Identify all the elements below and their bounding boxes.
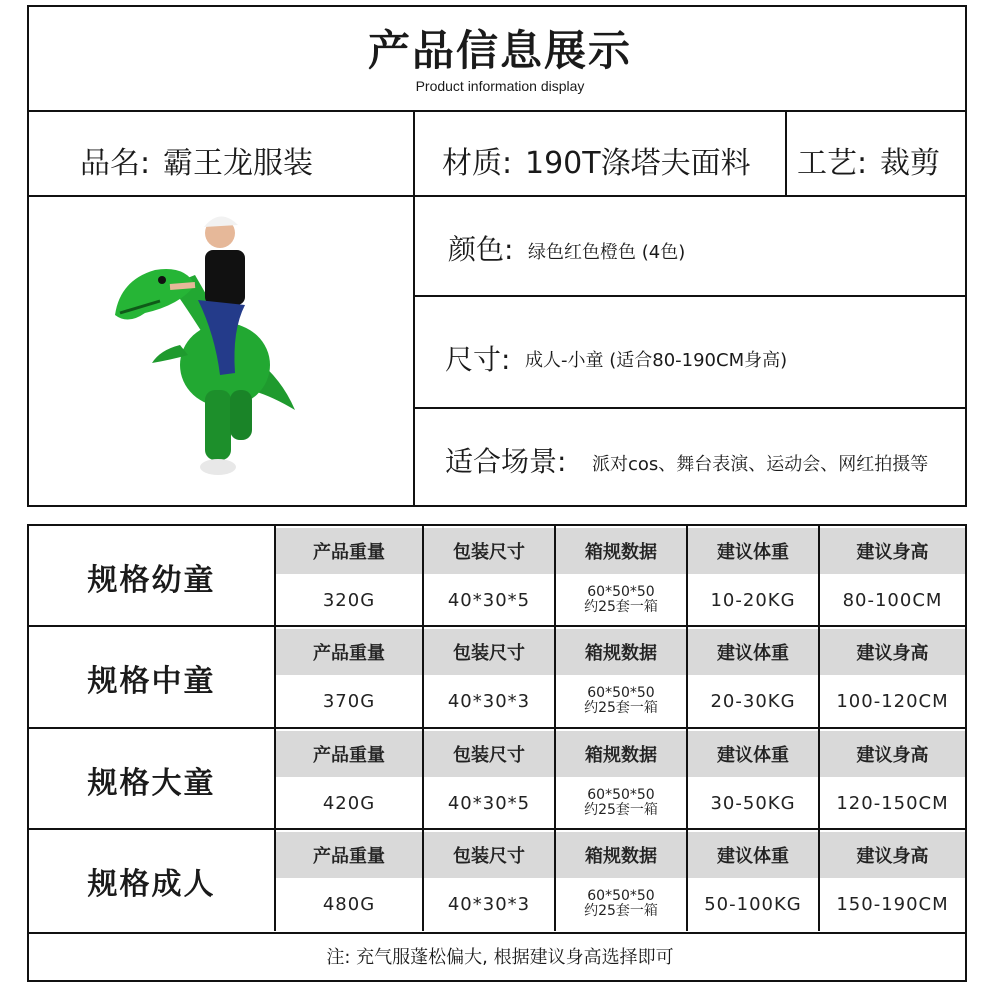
divider [413, 407, 967, 409]
spec-header-box-spec: 箱规数据 [556, 731, 686, 777]
color-value: 绿色红色橙色 (4色) [528, 242, 686, 263]
craft-label: 工艺: [797, 146, 868, 181]
spec-header-weight: 产品重量 [276, 731, 422, 777]
spec-header-package-size: 包装尺寸 [424, 832, 554, 878]
spec-value-suggested-weight: 20-30KG [688, 677, 818, 725]
spec-header-suggested-weight: 建议体重 [688, 731, 818, 777]
spec-value-suggested-weight: 10-20KG [688, 576, 818, 624]
size-value: 成人-小童 (适合80-190CM身高) [525, 350, 788, 371]
dino-leg [205, 390, 231, 460]
shoe [200, 459, 236, 475]
note-text: 注: 充气服蓬松偏大, 根据建议身高选择即可 [326, 947, 674, 968]
spec-header-weight: 产品重量 [276, 528, 422, 574]
dino-eye [158, 276, 166, 284]
spec-value-box-spec [556, 779, 686, 827]
divider [413, 295, 967, 297]
rider-arm [170, 285, 195, 287]
spec-value-weight: 370G [276, 677, 422, 725]
spec-header-box-spec: 箱规数据 [556, 629, 686, 675]
craft-value: 裁剪 [880, 146, 940, 181]
scene-value: 派对cos、舞台表演、运动会、网红拍摄等 [592, 454, 929, 475]
spec-row-title: 规格成人 [87, 866, 216, 902]
page-title: 产品信息展示 [367, 26, 632, 75]
spec-header-suggested-height: 建议身高 [820, 731, 965, 777]
scene-label: 适合场景: [445, 445, 567, 478]
box-spec-line: 约25套一箱 [584, 599, 658, 615]
color-label: 颜色: [448, 233, 514, 266]
spec-header-suggested-weight: 建议体重 [688, 832, 818, 878]
spec-value-package-size: 40*30*5 [424, 576, 554, 624]
spec-header-box-spec: 箱规数据 [556, 832, 686, 878]
box-spec-line: 约25套一箱 [584, 700, 658, 716]
spec-header-box-spec: 箱规数据 [556, 528, 686, 574]
dinosaur-costume-image [100, 205, 310, 490]
material-label: 材质: [442, 146, 513, 181]
box-spec-line: 约25套一箱 [584, 802, 658, 818]
spec-value-suggested-height: 120-150CM [820, 779, 965, 827]
spec-value-package-size: 40*30*3 [424, 677, 554, 725]
spec-value-suggested-weight: 30-50KG [688, 779, 818, 827]
spec-value-suggested-height: 100-120CM [820, 677, 965, 725]
spec-row-title: 规格中童 [87, 663, 216, 699]
spec-header-package-size: 包装尺寸 [424, 629, 554, 675]
size-label: 尺寸: [445, 343, 511, 376]
page-subtitle: Product information display [415, 78, 585, 94]
spec-value-weight: 320G [276, 576, 422, 624]
spec-value-suggested-height: 80-100CM [820, 576, 965, 624]
material-value: 190T涤塔夫面料 [525, 146, 751, 181]
spec-header-suggested-weight: 建议体重 [688, 528, 818, 574]
divider [27, 195, 967, 197]
spec-header-package-size: 包装尺寸 [424, 731, 554, 777]
box-spec-line: 60*50*50 [587, 685, 655, 701]
spec-header-weight: 产品重量 [276, 629, 422, 675]
spec-header-suggested-height: 建议身高 [820, 528, 965, 574]
divider [413, 110, 415, 507]
divider [785, 110, 787, 196]
box-spec-line: 60*50*50 [587, 584, 655, 600]
spec-value-package-size: 40*30*3 [424, 880, 554, 928]
spec-header-weight: 产品重量 [276, 832, 422, 878]
spec-value-weight: 420G [276, 779, 422, 827]
box-spec-line: 约25套一箱 [584, 903, 658, 919]
spec-row-title: 规格幼童 [87, 562, 216, 598]
spec-value-suggested-height: 150-190CM [820, 880, 965, 928]
name-value: 霸王龙服装 [163, 146, 313, 181]
box-spec-line: 60*50*50 [587, 888, 655, 904]
spec-value-box-spec [556, 880, 686, 928]
spec-value-box-spec [556, 576, 686, 624]
spec-value-box-spec [556, 677, 686, 725]
box-spec-line: 60*50*50 [587, 787, 655, 803]
rider-shirt [205, 250, 245, 305]
spec-header-suggested-height: 建议身高 [820, 629, 965, 675]
spec-value-suggested-weight: 50-100KG [688, 880, 818, 928]
spec-header-package-size: 包装尺寸 [424, 528, 554, 574]
spec-value-weight: 480G [276, 880, 422, 928]
divider [27, 932, 967, 934]
spec-row-title: 规格大童 [87, 765, 216, 801]
dino-leg [230, 390, 252, 440]
spec-header-suggested-weight: 建议体重 [688, 629, 818, 675]
spec-value-package-size: 40*30*5 [424, 779, 554, 827]
spec-header-suggested-height: 建议身高 [820, 832, 965, 878]
name-label: 品名: [80, 146, 151, 181]
